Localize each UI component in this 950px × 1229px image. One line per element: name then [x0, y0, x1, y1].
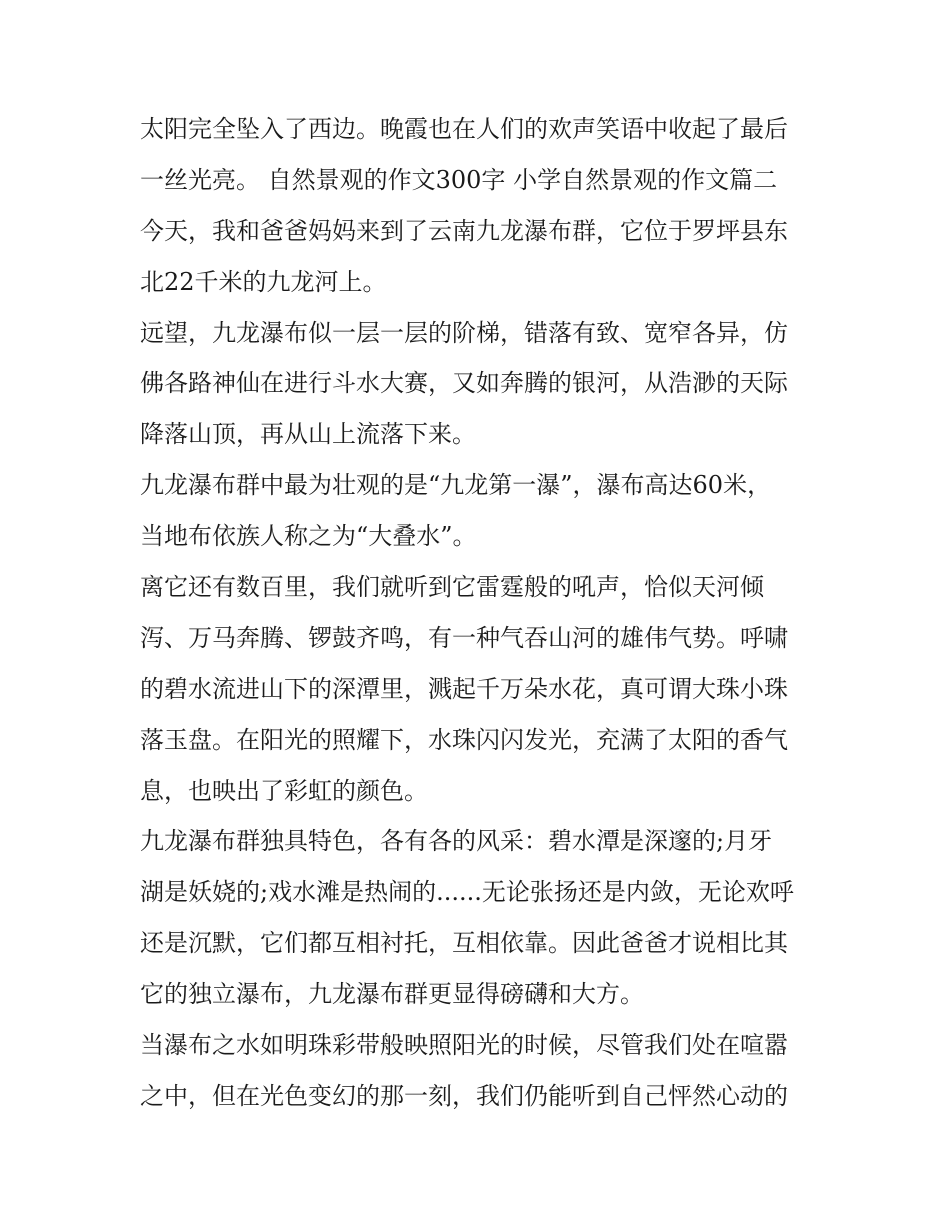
text-line: 还是沉默，它们都互相衬托，互相依靠。因此爸爸才说相比其 — [140, 929, 788, 958]
text-line: 它的独立瀑布，九龙瀑布群更显得磅礴和大方。 — [140, 980, 644, 1009]
text-line: 佛各路神仙在进行斗水大赛，又如奔腾的银河，从浩渺的天际 — [140, 369, 788, 398]
text-line: 太阳完全坠入了西边。晚霞也在人们的欢声笑语中收起了最后 — [140, 115, 788, 143]
text-line: 九龙瀑布群独具特色，各有各的风采：碧水潭是深邃的;月牙 — [140, 827, 773, 856]
text-line: 九龙瀑布群中最为壮观的是“九龙第一瀑”，瀑布高达60米， — [140, 471, 772, 500]
document-body — [140, 104, 820, 1122]
text-line: 当瀑布之水如明珠彩带般映照阳光的时候，尽管我们处在喧嚣 — [140, 1031, 788, 1060]
text-line: 降落山顶，再从山上流落下来。 — [140, 420, 476, 449]
text-line: 息，也映出了彩虹的颜色。 — [140, 776, 428, 805]
text-line: 湖是妖娆的;戏水滩是热闹的......无论张扬还是内敛，无论欢呼 — [140, 878, 794, 907]
text-line: 落玉盘。在阳光的照耀下，水珠闪闪发光，充满了太阳的香气 — [140, 725, 788, 754]
text-line: 北22千米的九龙河上。 — [140, 267, 387, 296]
text-line: 的碧水流进山下的深潭里，溅起千万朵水花，真可谓大珠小珠 — [140, 674, 788, 703]
text-line: 离它还有数百里，我们就听到它雷霆般的吼声，恰似天河倾 — [140, 573, 764, 602]
text-line: 今天，我和爸爸妈妈来到了云南九龙瀑布群，它位于罗坪县东 — [140, 216, 788, 245]
text-line: 泻、万马奔腾、锣鼓齐鸣，有一种气吞山河的雄伟气势。呼啸 — [140, 623, 788, 652]
text-line: 当地布依族人称之为“大叠水”。 — [140, 522, 477, 551]
text-line: 远望，九龙瀑布似一层一层的阶梯，错落有致、宽窄各异，仿 — [140, 318, 788, 347]
text-line: 一丝光亮。 自然景观的作文300字 小学自然景观的作文篇二 — [140, 165, 778, 194]
text-line: 之中，但在光色变幻的那一刻，我们仍能听到自己怦然心动的 — [140, 1081, 788, 1110]
